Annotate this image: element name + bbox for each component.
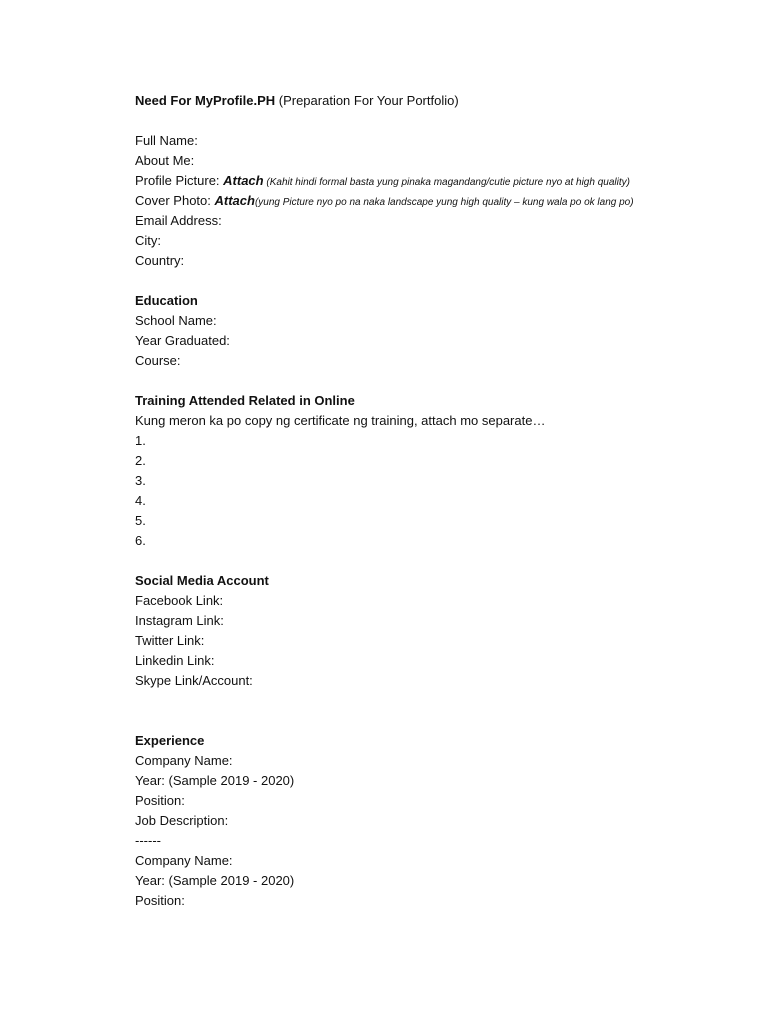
profile-picture-attach: Attach xyxy=(223,173,264,188)
linkedin-field: Linkedin Link: xyxy=(135,653,215,668)
twitter-field: Twitter Link: xyxy=(135,633,205,648)
course-field: Course: xyxy=(135,353,181,368)
job-description-field: Job Description: xyxy=(135,813,229,828)
full-name-field: Full Name: xyxy=(135,133,198,148)
profile-picture-note: (Kahit hindi formal basta yung pinaka magandang/cutie picture nyo at high quality) xyxy=(263,177,630,188)
document-title xyxy=(135,91,735,111)
spacer xyxy=(135,271,735,291)
instagram-field: Instagram Link: xyxy=(135,613,224,628)
year-field: Year: (Sample 2019 - 2020) xyxy=(135,773,295,788)
cover-photo-attach: Attach xyxy=(214,193,255,208)
title-bold: Need For MyProfile.PH xyxy=(135,93,276,108)
spacer xyxy=(135,371,735,391)
company-name-field: Company Name: xyxy=(135,753,233,768)
profile-picture-field xyxy=(135,171,735,191)
training-item: 5. xyxy=(135,513,146,528)
training-note: Kung meron ka po copy ng certificate ng training, attach mo separate… xyxy=(135,413,546,428)
position-field: Position: xyxy=(135,793,185,808)
training-item: 6. xyxy=(135,533,146,548)
training-item: 4. xyxy=(135,493,146,508)
training-heading: Training Attended Related in Online xyxy=(135,393,355,408)
about-me-field: About Me: xyxy=(135,153,195,168)
email-field: Email Address: xyxy=(135,213,222,228)
company-name-field: Company Name: xyxy=(135,853,233,868)
training-item: 2. xyxy=(135,453,146,468)
school-name-field: School Name: xyxy=(135,313,217,328)
cover-photo-note: (yung Picture nyo po na naka landscape yung high quality – kung wala po ok lang po) xyxy=(254,197,634,208)
social-heading: Social Media Account xyxy=(135,573,269,588)
cover-photo-label: Cover Photo: xyxy=(135,193,215,208)
facebook-field: Facebook Link: xyxy=(135,593,224,608)
experience-heading: Experience xyxy=(135,733,205,748)
training-item: 1. xyxy=(135,433,146,448)
spacer xyxy=(135,551,735,571)
title-rest: (Preparation For Your Portfolio) xyxy=(275,93,459,108)
education-heading: Education xyxy=(135,293,198,308)
training-item: 3. xyxy=(135,473,146,488)
year-graduated-field: Year Graduated: xyxy=(135,333,230,348)
profile-picture-label: Profile Picture: xyxy=(135,173,224,188)
skype-field: Skype Link/Account: xyxy=(135,673,253,688)
cover-photo-field xyxy=(135,191,735,211)
spacer xyxy=(135,111,735,131)
entry-separator: ------ xyxy=(135,833,161,848)
position-field: Position: xyxy=(135,893,185,908)
document-body xyxy=(135,91,735,911)
city-field: City: xyxy=(135,233,161,248)
country-field: Country: xyxy=(135,253,185,268)
spacer xyxy=(135,691,735,731)
year-field: Year: (Sample 2019 - 2020) xyxy=(135,873,295,888)
